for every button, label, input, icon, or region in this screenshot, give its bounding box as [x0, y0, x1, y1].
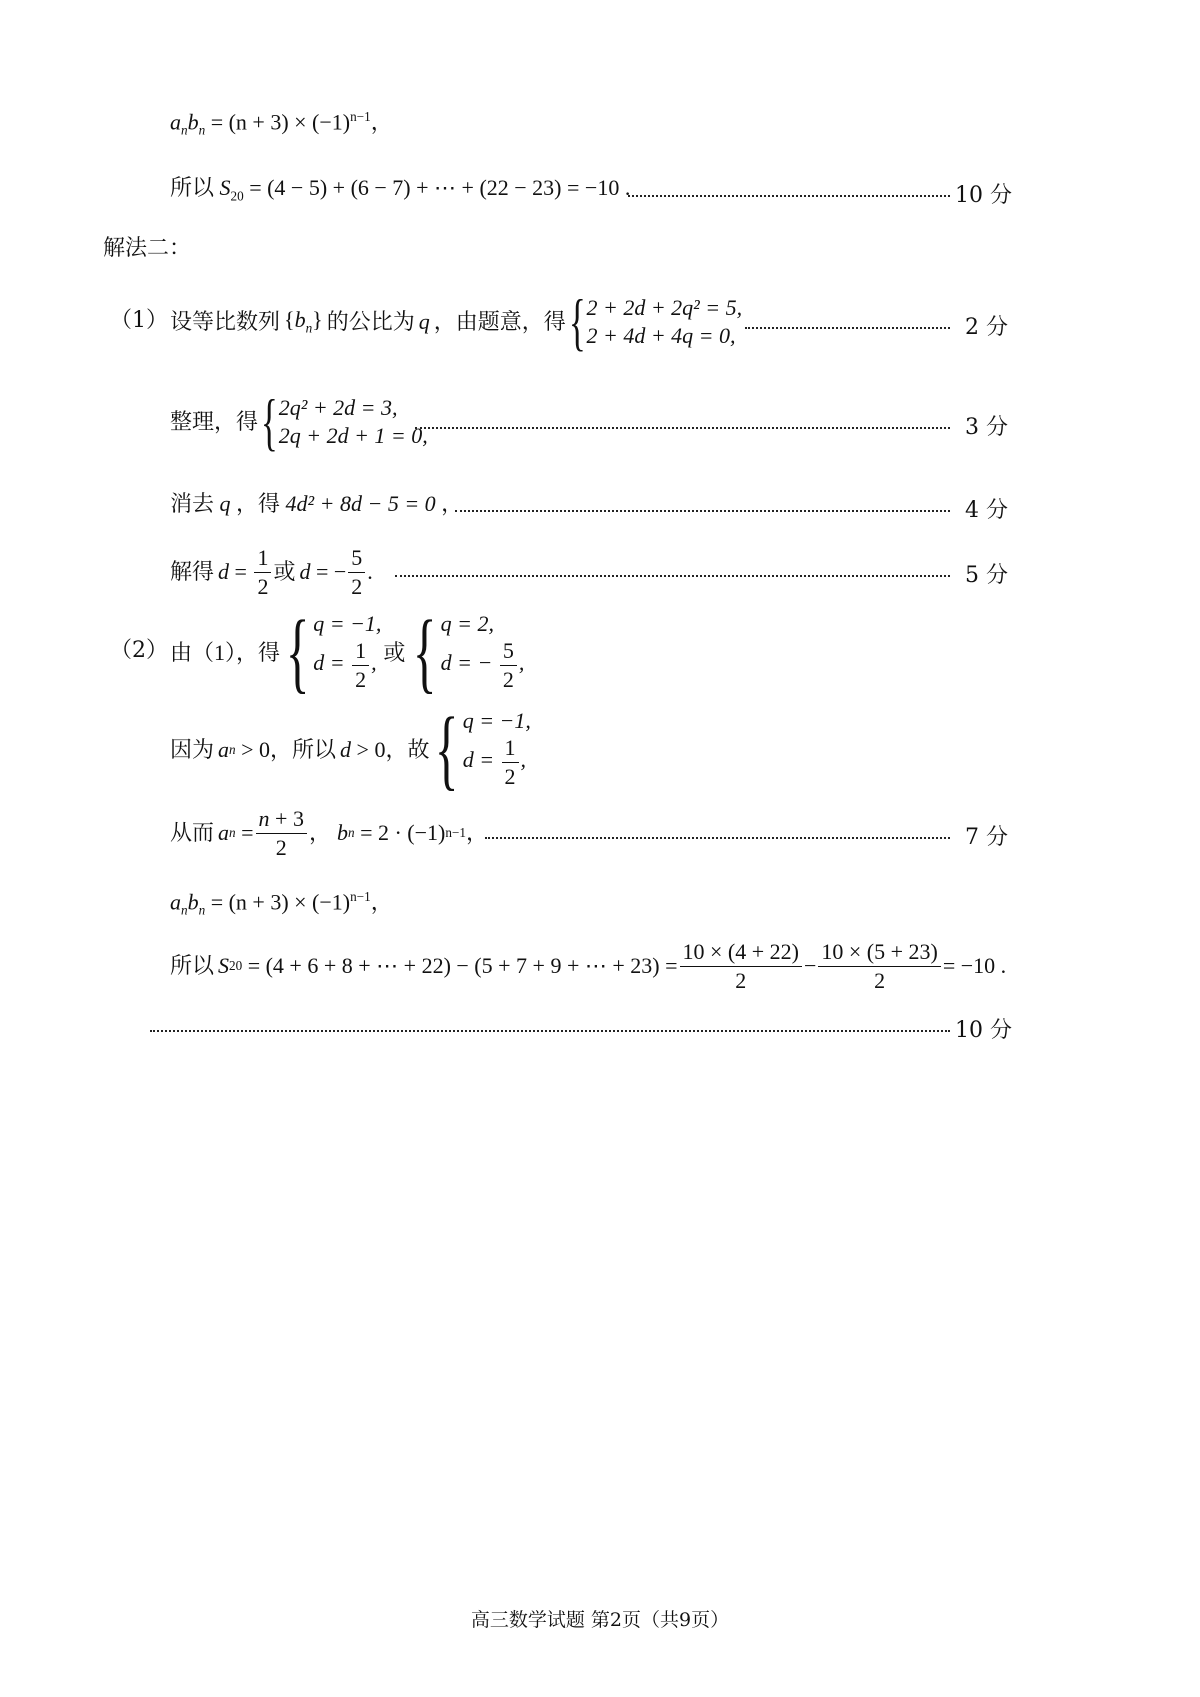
part-label-1: （1） — [110, 308, 168, 333]
equation-system: { q = −1, d = $\frac{1}{2}$ , — [435, 700, 531, 799]
score-label: 3 分 — [965, 415, 1008, 440]
formula-text: = (n + 3) × (−1) — [210, 109, 351, 135]
leader-dots — [395, 575, 950, 577]
part-label-2: （2） — [110, 638, 168, 663]
fraction: $\frac{10 \times (4 + 22)}{2}$ — [680, 938, 802, 994]
score-label: 10 分 — [955, 183, 1012, 208]
sum-s20-long-line: 所以 S 20 = (4 + 6 + 8 + ⋯ + 22) − (5 + 7 + 9 + ⋯ + 23) = $\frac{10 \times (4 + 22)}{2}$ − $\frac{10 \times (5 + 23)}{2}$ = −10 . — [170, 939, 1007, 993]
part1-line: 设等比数列 $\{b_n\}$ 的公比为 q ，由题意，得 { 2 + 2d + 2q² = 5, 2 + 4d + 4q = 0, — [170, 286, 743, 357]
arrange-line: 整理，得 { 2q² + 2d = 3, 2q + 2d + 1 = 0, — [170, 386, 428, 457]
because-line: 因为 a n > 0 ，所以 d > 0 ，故 { q = −1, d = $\frac{1}{2}$ , — [170, 700, 531, 799]
score-label: 5 分 — [965, 563, 1008, 588]
page-footer: 高三数学试题 第2页（共9页） — [470, 1609, 730, 1631]
method-heading: 解法二： — [103, 236, 192, 261]
equation-system: { q = −1, d = $\frac{1}{2}$ , — [285, 603, 382, 702]
formula-anbn-bottom: $a_nb_n = (n + 3) \times (-1)^{n-1}$， — [170, 889, 393, 918]
eliminate-line: 消去 q ，得 4d² + 8d − 5 = 0 ， — [170, 491, 464, 516]
score-label: 10 分 — [955, 1018, 1012, 1043]
fraction: $\frac{n + 3}{2}$ — [256, 805, 307, 861]
leader-dots — [485, 837, 950, 839]
leader-dots — [150, 1030, 950, 1032]
fraction: $\frac{5}{2}$ — [348, 544, 365, 600]
formula-anbn-top: $a_nb_n = (n + 3) \times (-1)^{n-1}$， — [170, 109, 393, 138]
sum-s20-line: 所以 $S_{20} = (4 - 5) + (6 - 7)$ + ⋯ + (22 − 23) = −10 . — [170, 175, 631, 204]
score-label: 2 分 — [965, 315, 1008, 340]
leader-dots — [415, 427, 950, 429]
equation-system: { 2 + 2d + 2q² = 5, 2 + 4d + 4q = 0, — [568, 286, 743, 357]
fraction: $\frac{1}{2}$ — [254, 544, 271, 600]
equation-system: { 2q² + 2d = 3, 2q + 2d + 1 = 0, — [260, 386, 428, 457]
equation-system: { q = 2, d = − $\frac{5}{2}$ , — [413, 603, 525, 702]
leader-dots — [745, 327, 950, 329]
thus-an-line: 从而 a n = $\frac{n + 3}{2}$ ， b n = 2 · (−1) n−1 ， — [170, 806, 488, 860]
solve-d-line: 解得 d = $\frac{1}{2}$ 或 d = − $\frac{5}{2}$ . — [170, 545, 373, 599]
score-label: 7 分 — [965, 825, 1008, 850]
score-label: 4 分 — [965, 498, 1008, 523]
leader-dots — [628, 195, 950, 197]
leader-dots — [455, 510, 950, 512]
fraction: $\frac{10 \times (5 + 23)}{2}$ — [818, 938, 940, 994]
part2-line: 由（1），得 { q = −1, d = $\frac{1}{2}$ , 或 { q = 2, d = − $\frac{5}{2}$ , — [170, 603, 525, 702]
